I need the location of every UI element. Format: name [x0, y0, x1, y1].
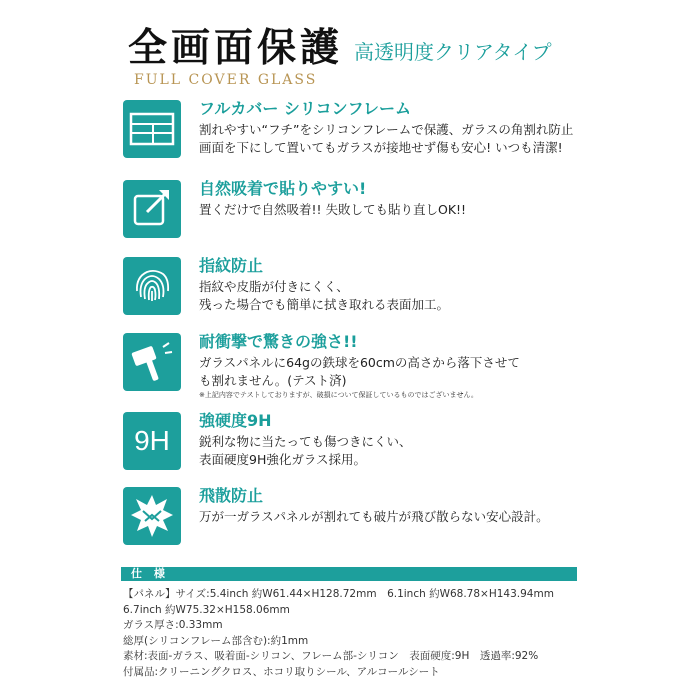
spec-label: 仕 様	[131, 567, 169, 580]
shatter-icon	[123, 487, 181, 545]
spec-header-bar	[121, 567, 577, 581]
9h-hardness-icon	[123, 412, 181, 470]
feature-line: 指紋や皮脂が付きにくく、	[199, 279, 349, 294]
feature-title: 飛散防止	[199, 486, 264, 505]
suction-arrow-icon	[123, 180, 181, 238]
feature-description	[199, 201, 466, 219]
feature-line: 置くだけで自然吸着!! 失敗しても貼り直しOK!!	[199, 202, 467, 217]
feature-line: 割れやすい“フチ”をシリコンフレームで保護、ガラスの角割れ防止	[199, 122, 574, 137]
hammer-icon	[123, 333, 181, 391]
feature-line: 鋭利な物に当たっても傷つきにくい、	[199, 434, 412, 449]
fingerprint-icon	[123, 257, 181, 315]
feature-title: 指紋防止	[199, 256, 264, 275]
feature-description	[199, 354, 520, 390]
feature-line: 万が一ガラスパネルが割れても破片が飛び散らない安心設計。	[199, 509, 549, 524]
feature-title: 自然吸着で貼りやすい!	[199, 179, 367, 198]
feature-description	[199, 121, 573, 157]
feature-line: も割れません。(テスト済)	[199, 373, 347, 388]
glass-layer-icon	[123, 100, 181, 158]
feature-line: 画面を下にして置いてもガラスが接地せず傷も安心! いつも清潔!	[199, 140, 563, 155]
spec-line-total-thickness: 総厚(シリコンフレーム部含む):約1mm	[123, 634, 309, 647]
page-subtitle: 高透明度クリアタイプ	[354, 40, 552, 64]
feature-title: フルカバー シリコンフレーム	[199, 99, 411, 118]
spec-line-material: 素材:表面-ガラス、吸着面-シリコン、フレーム部-シリコン 表面硬度:9H 透過率:92%	[123, 650, 539, 662]
header	[128, 26, 608, 96]
english-subtitle: FULL COVER GLASS	[134, 72, 318, 88]
spec-line-panel-size-2: 6.7inch 約W75.32×H158.06mm	[123, 603, 290, 616]
feature-description	[199, 278, 449, 314]
spec-list	[123, 587, 554, 680]
feature-line: 表面硬度9H強化ガラス採用。	[199, 452, 366, 467]
spec-line-panel-size: 【パネル】サイズ:5.4inch 約W61.44×H128.72mm 6.1inch 約W68.78×H143.94mm	[123, 588, 554, 600]
feature-description	[199, 433, 412, 469]
spec-line-thickness: ガラス厚さ:0.33mm	[123, 619, 223, 631]
spec-line-accessories: 付属品:クリーニングクロス、ホコリ取りシール、アルコールシート	[123, 665, 440, 678]
page-title: 全画面保護	[128, 25, 344, 71]
feature-title: 強硬度9H	[199, 411, 272, 430]
9h-label: 9H	[134, 425, 170, 456]
disclaimer-note: ※上記内容でテストしておりますが、破損について保証しているものではございません。	[199, 391, 478, 399]
feature-line: 残った場合でも簡単に拭き取れる表面加工。	[199, 297, 450, 312]
feature-title: 耐衝撃で驚きの強さ!!	[199, 332, 358, 351]
feature-line: ガラスパネルに64gの鉄球を60cmの高さから落下させて	[199, 355, 520, 370]
feature-description	[199, 508, 549, 526]
